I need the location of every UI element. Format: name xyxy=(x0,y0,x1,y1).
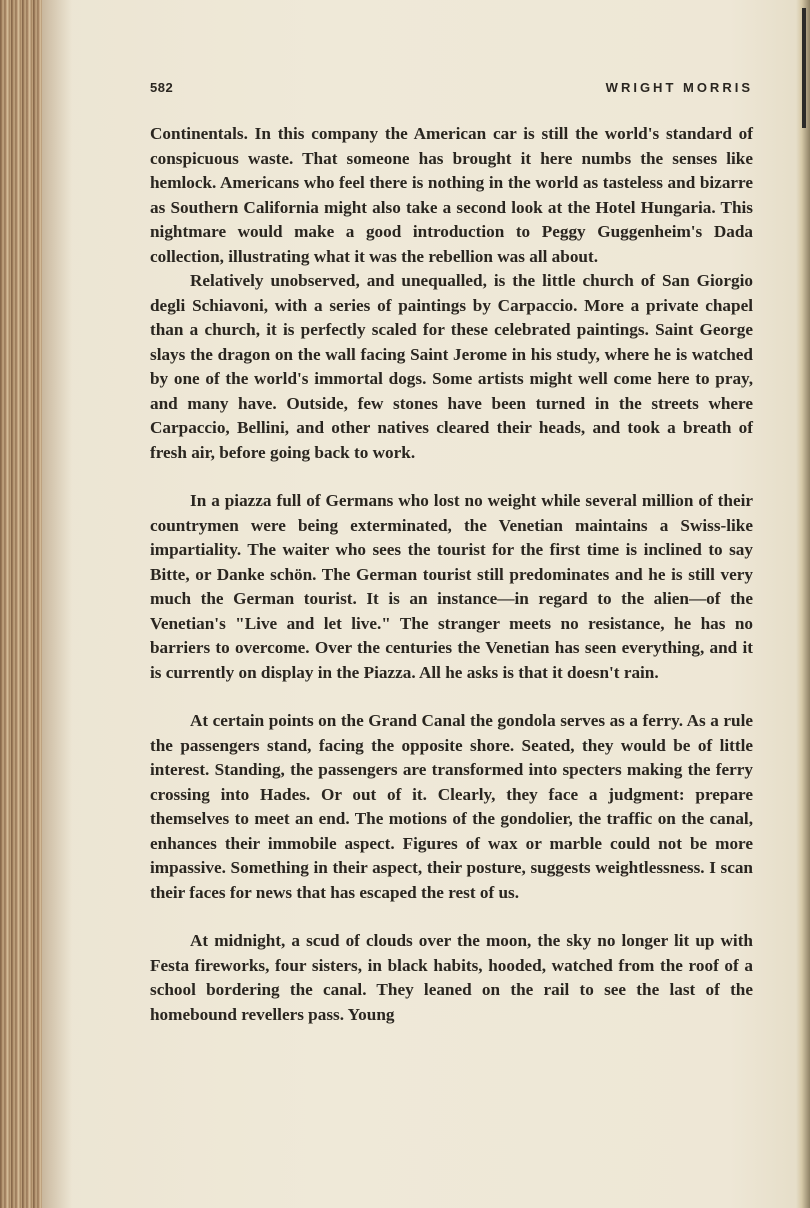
body-text xyxy=(150,122,753,1027)
gutter-shadow xyxy=(42,0,72,1208)
section-break xyxy=(150,905,753,929)
section-break xyxy=(150,465,753,489)
paragraph: Continentals. In this company the American car is still the world's standard of conspicuous waste. That someone has brought it here numbs the senses like hemlock. Americans who feel there is nothing in the world as tasteless and bizarre as Southern California might also take a second look at the Hotel Hungaria. This nightmare would make a good introduction to Peggy Guggenheim's Dada collection, illustrating what it was the rebellion was all about. xyxy=(150,124,753,266)
running-head: WRIGHT MORRIS xyxy=(605,80,753,95)
page-edge xyxy=(796,0,810,1208)
paragraph: At midnight, a scud of clouds over the moon, the sky no longer lit up with Festa fireworks, four sisters, in black habits, hooded, watched from the roof of a school bordering the canal. They leaned on the rail to see the last of the homebound revellers pass. Young xyxy=(150,931,753,1024)
paragraph: At certain points on the Grand Canal the gondola serves as a ferry. As a rule the passengers stand, facing the opposite shore. Seated, they would be of little interest. Standing, the passengers are transformed into specters making the ferry crossing into Hades. Or out of it. Clearly, they face a judgment: prepare themselves to meet an end. The motions of the gondolier, the traffic on the canal, enhances their immobile aspect. Figures of wax or marble could not be more impassive. Something in their aspect, their posture, suggests weightlessness. I scan their faces for news that has escaped the rest of us. xyxy=(150,711,753,902)
edge-mark xyxy=(802,8,806,128)
paragraph: In a piazza full of Germans who lost no weight while several million of their countrymen were being exterminated, the Venetian maintains a Swiss-like impartiality. The waiter who sees the tourist for the first time is inclined to say Bitte, or Danke schön. The German tourist still predominates and he is still very much the German tourist. It is an instance—in regard to the alien—of the Venetian's "Live and let live." The stranger meets no resistance, he has no barriers to overcome. Over the centuries the Venetian has seen everything, and it is currently on display in the Piazza. All he asks is that it doesn't rain. xyxy=(150,491,753,682)
section-break xyxy=(150,685,753,709)
page-header xyxy=(150,78,753,100)
book-spine xyxy=(0,0,42,1208)
page-number: 582 xyxy=(150,80,174,95)
paragraph: Relatively unobserved, and unequalled, is the little church of San Giorgio degli Schiavoni, with a series of paintings by Carpaccio. More a private chapel than a church, it is perfectly scaled for these celebrated paintings. Saint George slays the dragon on the wall facing Saint Jerome in his study, where he is watched by one of the world's immortal dogs. Some artists might well come here to pray, and many have. Outside, few stones have been turned in the streets where Carpaccio, Bellini, and other natives cleared their heads, and took a breath of fresh air, before going back to work. xyxy=(150,271,753,462)
